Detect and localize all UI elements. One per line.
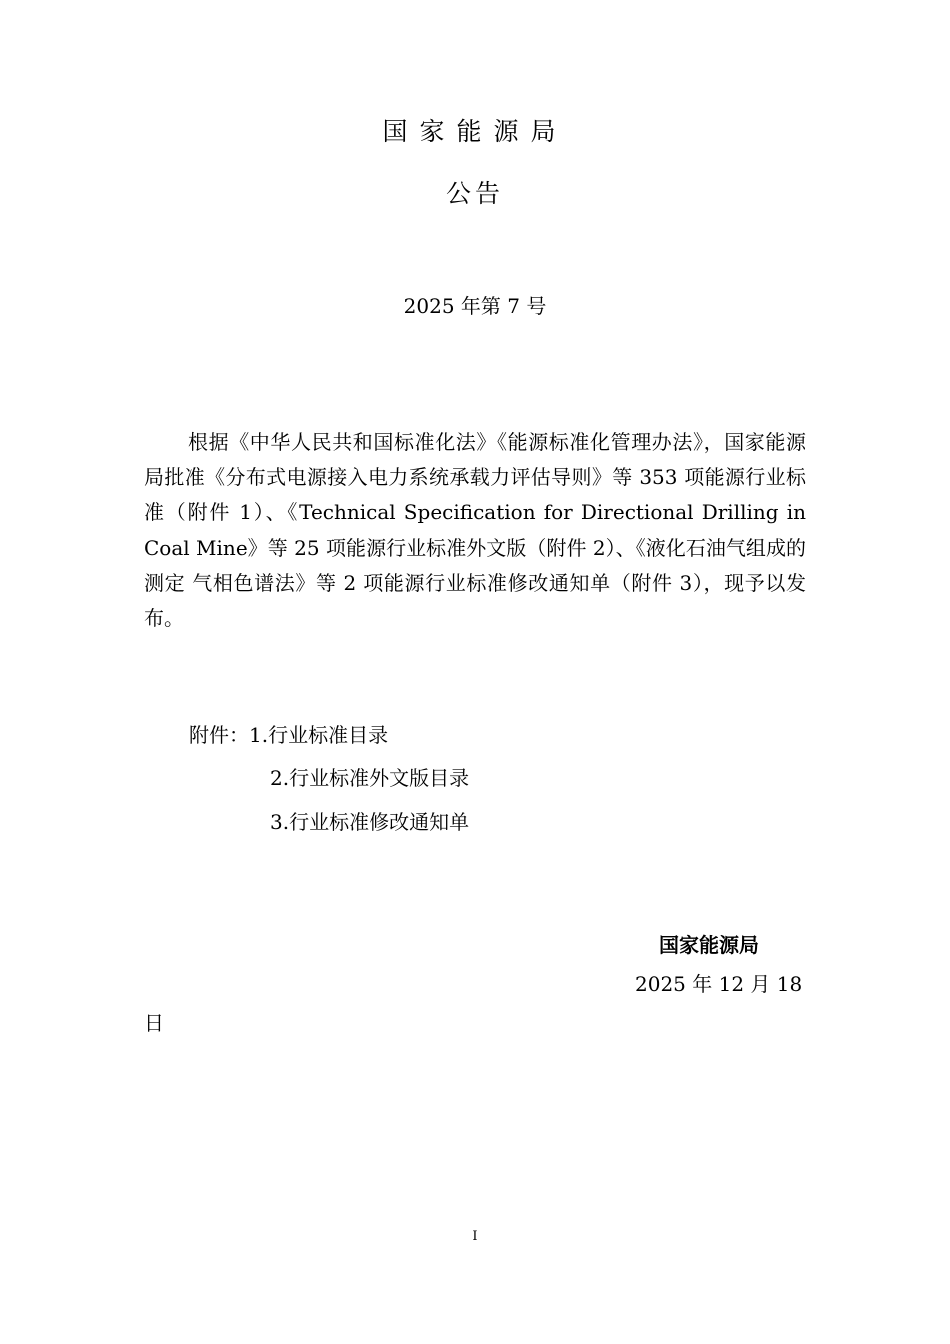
signature-date: 2025 年 12 月 18 [635,972,803,996]
signature-issuer: 国家能源局 [659,933,759,957]
attachment-item-3: 3.行业标准修改通知单 [270,810,470,834]
issuing-organization-title: 国家能源局 [382,117,568,146]
document-number: 2025 年第 7 号 [403,294,547,318]
signature-date-tail: 日 [144,1011,164,1035]
announcement-body-paragraph: 根据《中华人民共和国标准化法》《能源标准化管理办法》，国家能源局批准《分布式电源接入电力系统承载力评估导则》等 353 项能源行业标准（附件 1）、《Technical Specification for Directional Drilling in Coal Mine》等 25 项能源行业标准外文版（附件 2）、《液化石油气组成的测定 气相色谱法》等 2 项能源行业标准修改通知单（附件 3），现予以发布。 [144,430,806,631]
attachment-item-1: 附件：1.行业标准目录 [189,723,389,747]
document-type-title: 公告 [445,179,504,208]
attachment-item-2: 2.行业标准外文版目录 [270,766,470,790]
page-number: I [472,1229,478,1244]
